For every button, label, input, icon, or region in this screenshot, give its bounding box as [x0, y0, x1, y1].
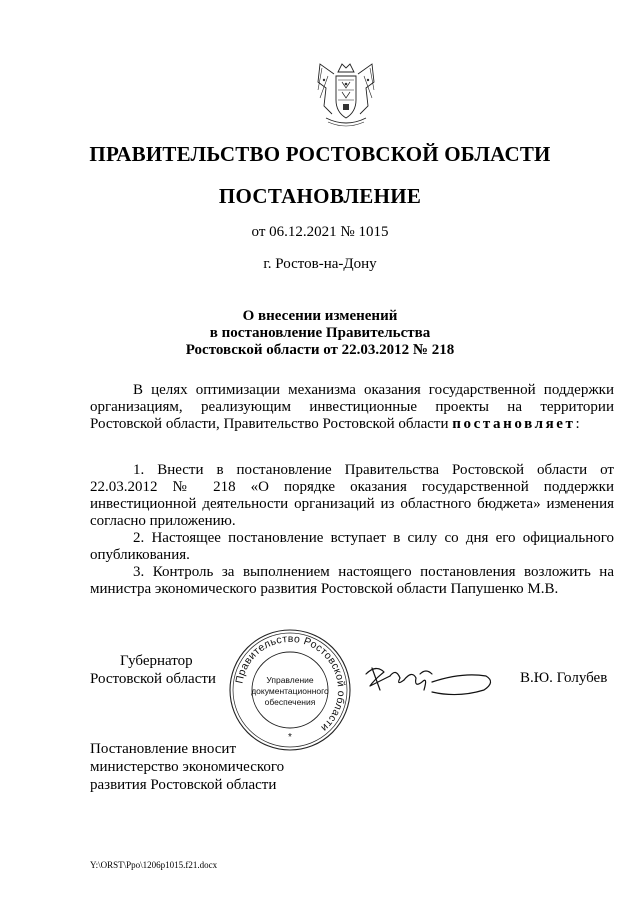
resolution-item: 1. Внести в постановление Правительства Ростовской области от 22.03.2012 № 218 «О порядке оказания государственной поддержки инвестиционной деятельности организаций из областного бюджета» изменения согласно приложению.	[90, 462, 614, 529]
stamp-center-line: обеспечения	[264, 697, 316, 707]
stamp-center-line: Управление	[266, 675, 314, 685]
resolves-word: постановляет	[452, 416, 576, 432]
contributed-line: развития Ростовской области	[90, 777, 277, 793]
signatory-name: В.Ю. Голубев	[520, 670, 608, 686]
preamble-end: :	[575, 416, 580, 432]
subject-line: Ростовской области от 22.03.2012 № 218	[185, 342, 455, 358]
preamble-paragraph	[90, 382, 614, 433]
subject-line: в постановление Правительства	[209, 325, 431, 341]
contributed-by-block	[90, 740, 284, 794]
government-title: ПРАВИТЕЛЬСТВО РОСТОВСКОЙ ОБЛАСТИ	[89, 142, 551, 166]
contributed-line: Постановление вносит	[90, 741, 237, 757]
preamble-text: В целях оптимизации механизма оказания государственной поддержки организациям, реализующим инвестиционные проекты на территории Ростовской области, Правительство Ростовской области	[90, 382, 614, 432]
document-type-title: ПОСТАНОВЛЕНИЕ	[218, 184, 422, 208]
resolution-item: 2. Настоящее постановление вступает в силу со дня его официального опубликования.	[90, 530, 614, 563]
stamp-ring-text: Правительство Ростовской области	[233, 632, 348, 735]
document-subject	[0, 308, 640, 359]
coat-of-arms-icon	[314, 60, 378, 130]
document-date-number: от 06.12.2021 № 1015	[251, 224, 389, 240]
subject-line: О внесении изменений	[242, 308, 398, 324]
stamp-star: *	[288, 732, 292, 743]
resolution-item: 3. Контроль за выполнением настоящего постановления возложить на министра экономического развития Ростовской области Папушенко М.В.	[90, 564, 614, 597]
document-city: г. Ростов-на-Дону	[263, 256, 377, 272]
handwritten-signature-icon	[362, 660, 498, 700]
contributed-line: министерство экономического	[90, 759, 285, 775]
resolution-items	[90, 462, 614, 598]
signatory-title-line: Ростовской области	[90, 671, 216, 687]
official-stamp	[228, 628, 352, 752]
file-path-footer: Y:\ORST\Ppo\1206p1015.f21.docx	[90, 860, 218, 870]
stamp-center-line: документационного	[251, 686, 329, 696]
signatory-title-line: Губернатор	[120, 653, 193, 669]
signatory-title	[90, 652, 216, 688]
